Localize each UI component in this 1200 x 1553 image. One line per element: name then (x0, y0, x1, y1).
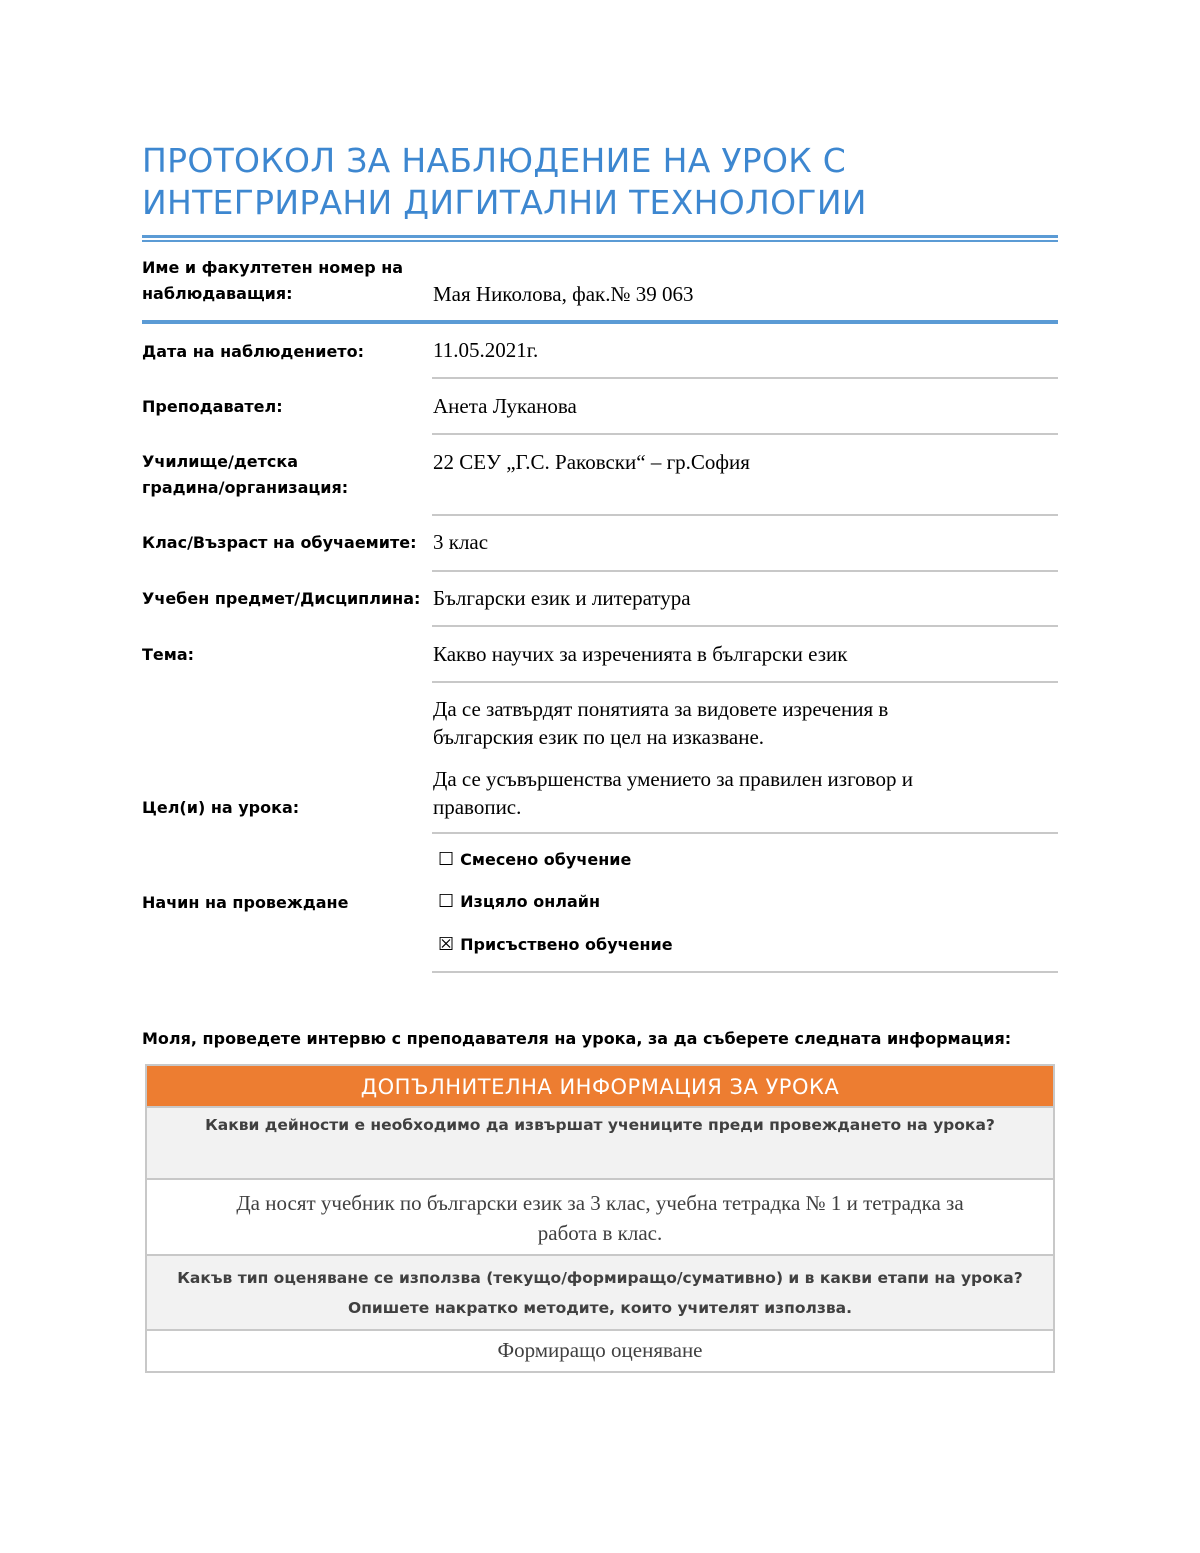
grade-label: Клас/Възраст на обучаемите: (142, 533, 417, 552)
document-title (142, 140, 1062, 224)
subject-divider (432, 625, 1058, 627)
interview-instruction: Моля, проведете интервю с преподавателя на урока, за да съберете следната информация: (142, 1029, 1012, 1048)
goals-divider (432, 832, 1058, 834)
school-divider (432, 514, 1058, 516)
question-2 (147, 1254, 1053, 1329)
additional-info-header: ДОПЪЛНИТЕЛНА ИНФОРМАЦИЯ ЗА УРОКА (147, 1066, 1053, 1106)
goals-label: Цел(и) на урока: (142, 798, 300, 817)
answer-1-line-2: работа в клас. (537, 1221, 663, 1245)
goal-1-line-2: българския език по цел на изказване. (433, 725, 765, 749)
goal-2-line-2: правопис. (433, 795, 522, 819)
goal-1-line-1: Да се затвърдят понятията за видовете изречения в (433, 697, 889, 721)
answer-1-line-1: Да носят учебник по български език за 3 клас, учебна тетрадка № 1 и тетрадка за (236, 1191, 964, 1215)
goal-2 (433, 765, 913, 821)
date-value: 11.05.2021г. (433, 338, 539, 362)
observer-value: Мая Николова, фак.№ 39 063 (433, 282, 694, 306)
mode-divider (432, 971, 1058, 973)
mode-option-blended[interactable] (438, 848, 631, 872)
mode-option-label: Присъствено обучение (460, 935, 673, 954)
topic-divider (432, 681, 1058, 683)
observer-label-line-2: наблюдаващия: (142, 284, 293, 303)
school-value: 22 СЕУ „Г.С. Раковски“ – гр.София (433, 450, 750, 474)
title-divider-2 (142, 240, 1058, 242)
school-label (142, 449, 348, 501)
answer-1[interactable] (147, 1178, 1053, 1254)
teacher-value: Анета Луканова (433, 394, 577, 418)
subject-label: Учебен предмет/Дисциплина: (142, 589, 421, 608)
school-label-line-2: градина/организация: (142, 478, 349, 497)
question-2-line-2: Опишете накратко методите, които учителят използва. (348, 1299, 852, 1317)
observer-label-line-1: Име и факултетен номер на (142, 258, 404, 277)
date-divider (432, 377, 1058, 379)
title-divider (142, 235, 1058, 238)
subject-value: Български език и литература (433, 586, 691, 610)
observer-label (142, 255, 403, 307)
grade-divider (432, 570, 1058, 572)
school-label-line-1: Училище/детска (142, 452, 299, 471)
topic-value: Какво научих за изреченията в български език (433, 642, 848, 666)
question-2-line-1: Какъв тип оценяване се използва (текущо/формиращо/сумативно) и в какви етапи на урока? (177, 1269, 1023, 1287)
answer-2[interactable]: Формиращо оценяване (147, 1329, 1053, 1371)
checkbox-unchecked-icon[interactable]: ☐ (438, 849, 455, 870)
teacher-divider (432, 433, 1058, 435)
title-line-2: ИНТЕГРИРАНИ ДИГИТАЛНИ ТЕХНОЛОГИИ (142, 183, 867, 222)
checkbox-unchecked-icon[interactable]: ☐ (438, 891, 455, 912)
title-line-1: ПРОТОКОЛ ЗА НАБЛЮДЕНИЕ НА УРОК С (142, 141, 847, 180)
goal-1 (433, 695, 888, 751)
teacher-label: Преподавател: (142, 397, 283, 416)
mode-label: Начин на провеждане (142, 893, 349, 912)
grade-value: 3 клас (433, 530, 489, 554)
additional-info-table (145, 1064, 1055, 1373)
mode-option-label: Смесено обучение (460, 850, 632, 869)
checkbox-checked-icon[interactable]: ☒ (438, 934, 455, 955)
date-label: Дата на наблюдението: (142, 342, 364, 361)
goal-2-line-1: Да се усъвършенства умението за правилен изговор и (433, 767, 913, 791)
mode-option-label: Изцяло онлайн (460, 892, 601, 911)
mode-option-in-person[interactable] (438, 933, 673, 957)
mode-option-online[interactable] (438, 890, 600, 914)
observer-divider (142, 320, 1058, 324)
topic-label: Тема: (142, 645, 195, 664)
question-1: Какви дейности е необходимо да извършат учениците преди провеждането на урока? (147, 1106, 1053, 1178)
